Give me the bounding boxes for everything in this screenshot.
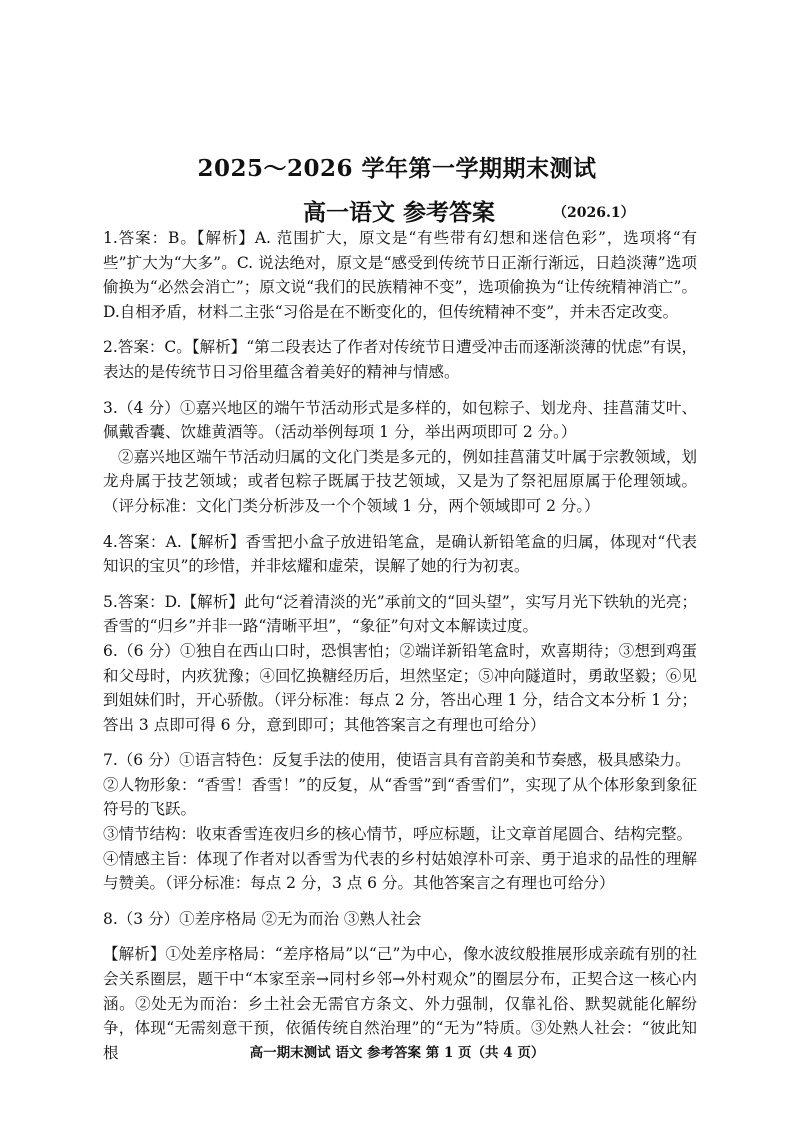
answer-7-line-4: ④情感主旨：体现了作者对以香雪为代表的乡村姑娘淳朴可亲、勇于追求的品性的理解与赞美。（评分标准：每点 2 分，3 点 6 分。其他答案言之有理也可给分） <box>103 849 697 893</box>
page-title: 2025～2026 学年第一学期期末测试 <box>197 155 597 182</box>
answer-1: 1.答案：B。【解析】A. 范围扩大，原文是“有些带有幻想和迷信色彩”，选项将“有些”扩大为“大多”。C. 说法绝对，原文是“感受到传统节日正渐行渐远，日趋淡薄”选项偷换为“必然会消亡”；原文说“我们的民族精神不变”，选项偷换为“让传统精神消亡”。D.自相矛盾，材料二主张“习俗是在不断变化的，但传统精神不变”，并未否定改变。 <box>103 229 697 321</box>
answer-content <box>103 226 697 1065</box>
answer-7-line-1: 7.（6 分）①语言特色：反复手法的使用，使语言具有音韵美和节奏感，极具感染力。 <box>103 751 691 770</box>
answer-5: 5.答案：D.【解析】此句“泛着清淡的光”承前文的“回头望”，实写月光下铁轨的光亮；香雪的“归乡”并非一路“清晰平坦”，“象征”句对文本解读过度。 <box>103 592 697 636</box>
answer-6: 6.（6 分）①独自在西山口时，恐惧害怕；②端详新铅笔盒时，欢喜期待；③想到鸡蛋和父母时，内疚犹豫；④回忆换糖经历后，坦然坚定；⑤冲向隧道时，勇敢坚毅；⑥见到姐妹们时，开心骄傲。（评分标准：每点 2 分，答出心理 1 分，结合文本分析 1 分；答出 3 点即可得 6 分，意到即可；其他答案言之有理也可给分） <box>103 641 697 734</box>
answer-4: 4.答案：A.【解析】香雪把小盒子放进铅笔盒，是确认新铅笔盒的归属，体现对“代表知识的宝贝”的珍惜，并非炫耀和虚荣，误解了她的行为初衷。 <box>103 532 697 576</box>
exam-date: （2026.1） <box>553 205 635 221</box>
page-subtitle: 高一语文 参考答案 <box>303 199 496 226</box>
answer-7-line-2: ②人物形象：“香雪！香雪！”的反复，从“香雪”到“香雪们”，实现了从个体形象到象征符号的飞跃。 <box>103 775 697 819</box>
answer-8: 8.（3 分）①差序格局 ②无为而治 ③熟人社会 <box>103 909 422 928</box>
subtitle-row <box>0 194 794 224</box>
answer-2: 2.答案：C。【解析】“第二段表达了作者对传统节日遭受冲击而逐渐淡薄的忧虑”有误，表达的是传统节日习俗里蕴含着美好的精神与情感。 <box>103 338 697 381</box>
answer-3-part-1: 3.（4 分）①嘉兴地区的端午节活动形式是多样的，如包粽子、划龙舟、挂菖蒲艾叶、佩戴香囊、饮雄黄酒等。（活动举例每项 1 分，举出两项即可 2 分。） <box>103 398 697 442</box>
answer-3-part-2: ②嘉兴地区端午节活动归属的文化门类是多元的，例如挂菖蒲艾叶属于宗教领域，划龙舟属于技艺领域；或者包粽子既属于技艺领域，又是为了祭祀屈原属于伦理领域。（评分标准：文化门类分析涉及一个个领域 1 分，两个领域即可 2 分。） <box>103 447 697 515</box>
answer-7-line-3: ③情节结构：收束香雪连夜归乡的核心情节，呼应标题，让文章首尾圆合、结构完整。 <box>103 825 693 844</box>
page-footer: 高一期末测试 语文 参考答案 第 1 页（共 4 页） <box>249 1045 545 1061</box>
answer-8-analysis: 【解析】①处差序格局：“差序格局”以“己”为中心，像水波纹般推展形成亲疏有别的社会关系圈层，题干中“本家至亲→同村乡邻→外村观众”的圈层分布，正契合这一核心内涵。②处无为而治：乡土社会无需官方条文、外力强制，仅靠礼俗、默契就能化解纷争，体现“无需刻意干预，依循传统自然治理”的“无为”特质。③处熟人社会：“彼此知根 <box>103 945 697 1062</box>
